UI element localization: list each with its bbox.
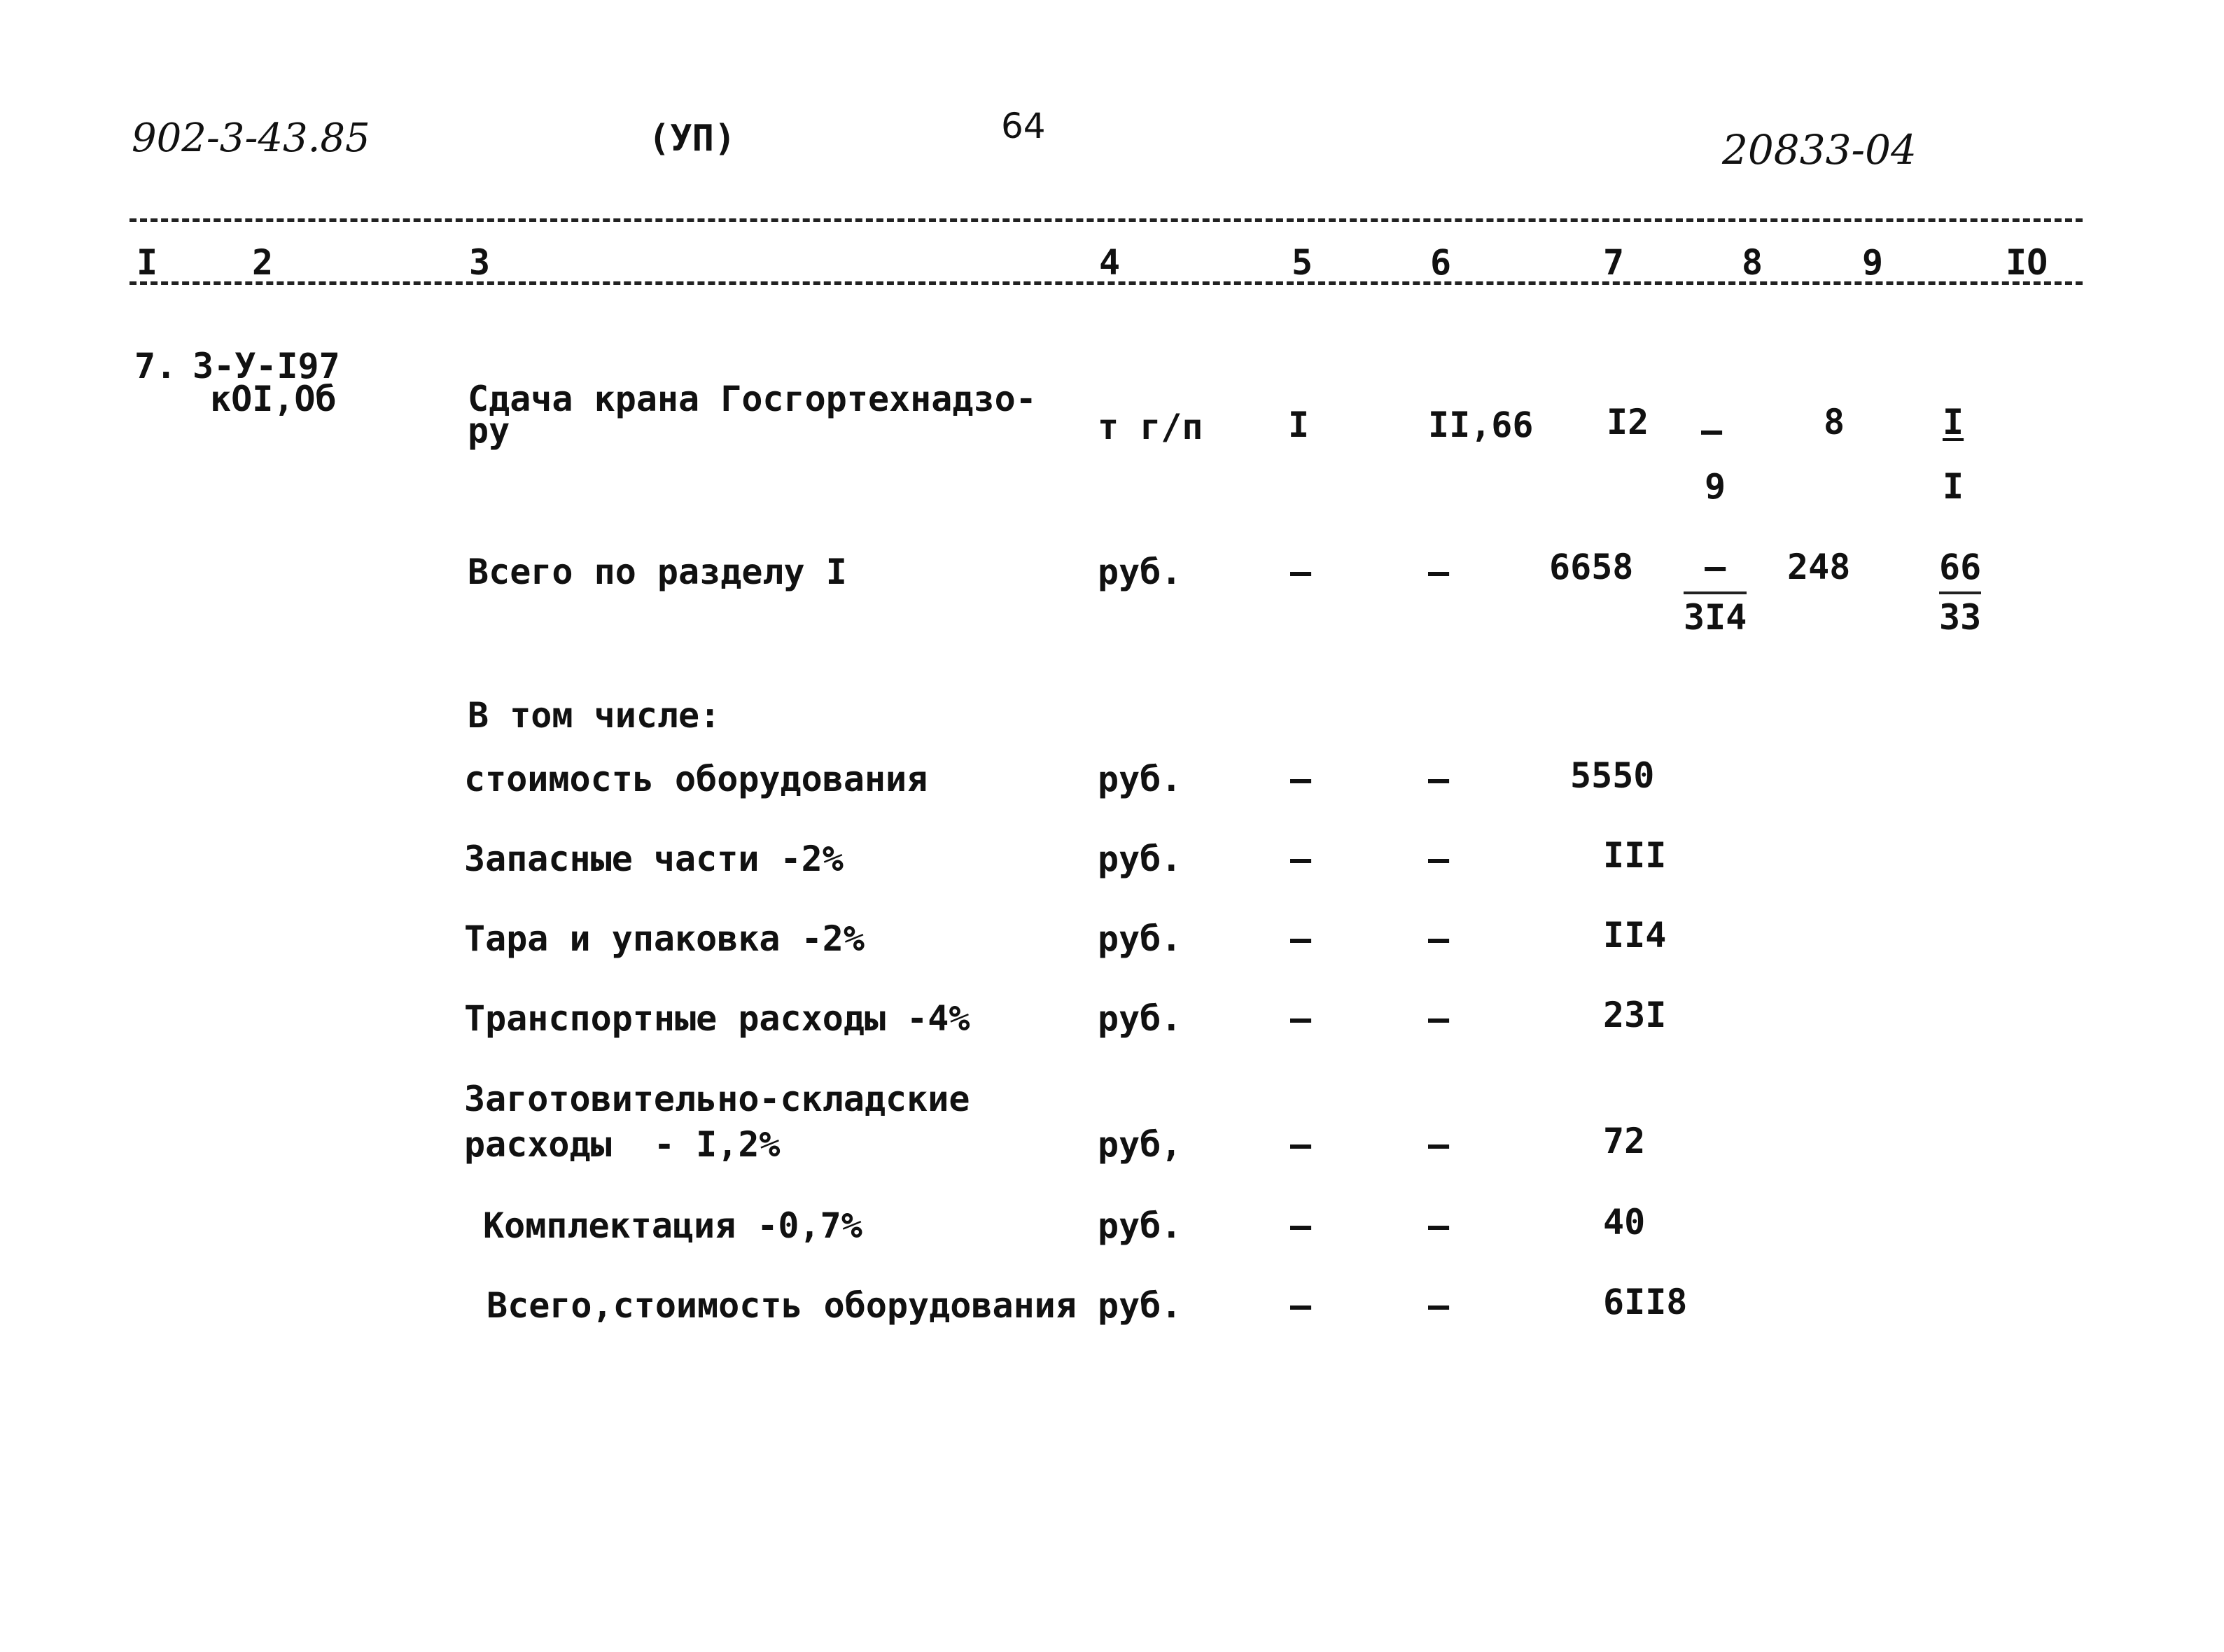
breakdown-col7: 72 <box>1603 1121 1646 1161</box>
breakdown-label-procurement: расходы - I,2% <box>464 1124 781 1165</box>
section-total-col10-fraction <box>1939 547 1982 638</box>
column-number-2: 2 <box>252 242 274 283</box>
item-col8-top: – <box>1701 410 1723 451</box>
breakdown-col7: 5550 <box>1570 755 1655 796</box>
item-code-sub: кOI,Oб <box>210 379 337 419</box>
section-total-col7: 6658 <box>1549 547 1634 587</box>
breakdown-col7: III <box>1603 835 1667 876</box>
breakdown-unit: руб. <box>1098 839 1182 879</box>
item-number: 7. <box>134 346 177 386</box>
document-code: 902-3-43.85 <box>132 115 370 161</box>
column-number-8: 8 <box>1742 242 1763 283</box>
column-number-1: I <box>137 242 158 283</box>
breakdown-unit: руб, <box>1098 1124 1182 1165</box>
section-total-col10-bottom: 33 <box>1939 597 1982 638</box>
breakdown-unit: руб. <box>1098 998 1182 1039</box>
item-unit: т г/п <box>1098 407 1203 447</box>
breakdown-label-total-equipment: Всего,стоимость оборудования <box>487 1285 1077 1326</box>
fraction-bar <box>1684 592 1747 594</box>
breakdown-col6: – <box>1428 759 1450 799</box>
breakdown-col6: – <box>1428 1124 1450 1165</box>
section-total-col6: – <box>1428 552 1450 592</box>
section-total-label: Всего по разделу I <box>468 552 847 592</box>
breakdown-col5: – <box>1290 759 1312 799</box>
album-label: (УП) <box>648 118 736 160</box>
breakdown-col7: 23I <box>1603 995 1667 1035</box>
breakdown-col5: – <box>1290 918 1312 959</box>
inventory-number: 20833-04 <box>1722 126 1917 174</box>
breakdown-unit: руб. <box>1098 759 1182 799</box>
breakdown-col5: – <box>1290 839 1312 879</box>
breakdown-col6: – <box>1428 1205 1450 1246</box>
breakdown-label-spare-parts: Запасные части -2% <box>464 839 844 879</box>
item-col5: I <box>1288 405 1310 445</box>
breakdown-col7: 6II8 <box>1603 1282 1688 1322</box>
column-number-6: 6 <box>1430 242 1452 283</box>
breakdown-label-procurement-line1: Заготовительно-складские <box>464 1079 970 1119</box>
column-number-5: 5 <box>1292 242 1313 283</box>
breakdown-label-transport: Транспортные расходы -4% <box>464 998 970 1039</box>
breakdown-col5: – <box>1290 1285 1312 1326</box>
section-total-col8-fraction <box>1684 547 1747 638</box>
item-col7: I2 <box>1607 402 1649 442</box>
item-col10-bottom: I <box>1943 466 1964 507</box>
breakdown-col6: – <box>1428 839 1450 879</box>
item-code: 3-У-I97 <box>193 346 340 386</box>
column-number-4: 4 <box>1099 242 1121 283</box>
breakdown-label-completion: Комплектация -0,7% <box>483 1205 862 1246</box>
breakdown-unit: руб. <box>1098 918 1182 959</box>
item-name-line1: Сдача крана Госгортехнадзо- <box>468 379 1037 419</box>
section-total-col8-top: – <box>1705 547 1726 587</box>
breakdown-col5: – <box>1290 998 1312 1039</box>
item-col9: 8 <box>1824 402 1845 442</box>
section-total-unit: руб. <box>1098 552 1182 592</box>
breakdown-unit: руб. <box>1098 1285 1182 1326</box>
item-name-line2: ру <box>468 410 510 451</box>
item-col10-top: I <box>1943 402 1964 442</box>
breakdown-col5: – <box>1290 1205 1312 1246</box>
page-number: 64 <box>1001 106 1046 146</box>
breakdown-label-packaging: Тара и упаковка -2% <box>464 918 865 959</box>
including-label: В том числе: <box>468 695 721 736</box>
column-number-3: 3 <box>469 242 491 283</box>
breakdown-col5: – <box>1290 1124 1312 1165</box>
section-total-col5: – <box>1290 552 1312 592</box>
breakdown-col6: – <box>1428 1285 1450 1326</box>
breakdown-label-equipment-cost: стоимость оборудования <box>464 759 928 799</box>
table-header-rule <box>130 281 2083 285</box>
column-number-9: 9 <box>1862 242 1884 283</box>
fraction-bar <box>1939 592 1981 594</box>
breakdown-col6: – <box>1428 998 1450 1039</box>
breakdown-col7: 40 <box>1603 1202 1646 1242</box>
item-col6: II,66 <box>1428 405 1534 445</box>
breakdown-col6: – <box>1428 918 1450 959</box>
column-number-7: 7 <box>1603 242 1625 283</box>
column-number-10: IO <box>2006 242 2048 283</box>
section-total-col10-top: 66 <box>1939 547 1982 587</box>
breakdown-unit: руб. <box>1098 1205 1182 1246</box>
item-col8-bottom: 9 <box>1705 466 1726 507</box>
table-top-rule <box>130 218 2083 222</box>
section-total-col8-bottom: 3I4 <box>1684 597 1747 638</box>
section-total-col9: 248 <box>1787 547 1851 587</box>
breakdown-col7: II4 <box>1603 915 1667 955</box>
